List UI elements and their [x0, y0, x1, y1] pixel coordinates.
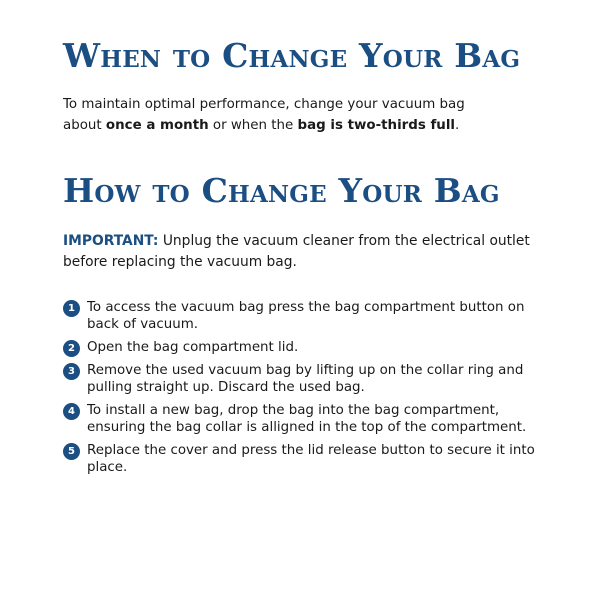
intro-line-2-pre: about	[63, 118, 106, 133]
important-notice	[63, 231, 563, 273]
step-item	[63, 362, 543, 396]
step-item	[63, 299, 543, 333]
intro-bold-two-thirds: bag is two-thirds full	[297, 118, 456, 133]
step-text: Remove the used vacuum bag by lifting up on the collar ring and pulling straight up. Discard the used bag.	[87, 363, 524, 395]
intro-bold-once-a-month: once a month	[105, 118, 209, 133]
intro-line-2-post: .	[455, 118, 460, 133]
important-label: IMPORTANT:	[63, 233, 159, 249]
step-number-badge: 3	[63, 363, 80, 380]
step-text: Open the bag compartment lid.	[87, 340, 299, 355]
how-heading: How to Change Your Bag	[63, 171, 500, 210]
when-heading: When to Change Your Bag	[63, 36, 521, 75]
intro-line-2-mid: or when the	[208, 118, 298, 133]
step-item	[63, 442, 543, 476]
intro-line-1: To maintain optimal performance, change your vacuum bag	[63, 97, 465, 112]
steps-list	[63, 299, 543, 482]
step-item	[63, 339, 543, 356]
important-text: Unplug the vacuum cleaner from the electrical outlet before replacing the vacuum bag.	[63, 233, 530, 270]
step-text: To access the vacuum bag press the bag compartment button on back of vacuum.	[87, 300, 525, 332]
step-text: Replace the cover and press the lid release button to secure it into place.	[87, 443, 535, 475]
step-number-badge: 5	[63, 443, 80, 460]
step-item	[63, 402, 543, 436]
step-number-badge: 2	[63, 340, 80, 357]
step-text: To install a new bag, drop the bag into the bag compartment, ensuring the bag collar is alligned in the top of the compartment.	[87, 403, 527, 435]
intro-paragraph	[63, 94, 563, 136]
step-number-badge: 4	[63, 403, 80, 420]
step-number-badge: 1	[63, 300, 80, 317]
